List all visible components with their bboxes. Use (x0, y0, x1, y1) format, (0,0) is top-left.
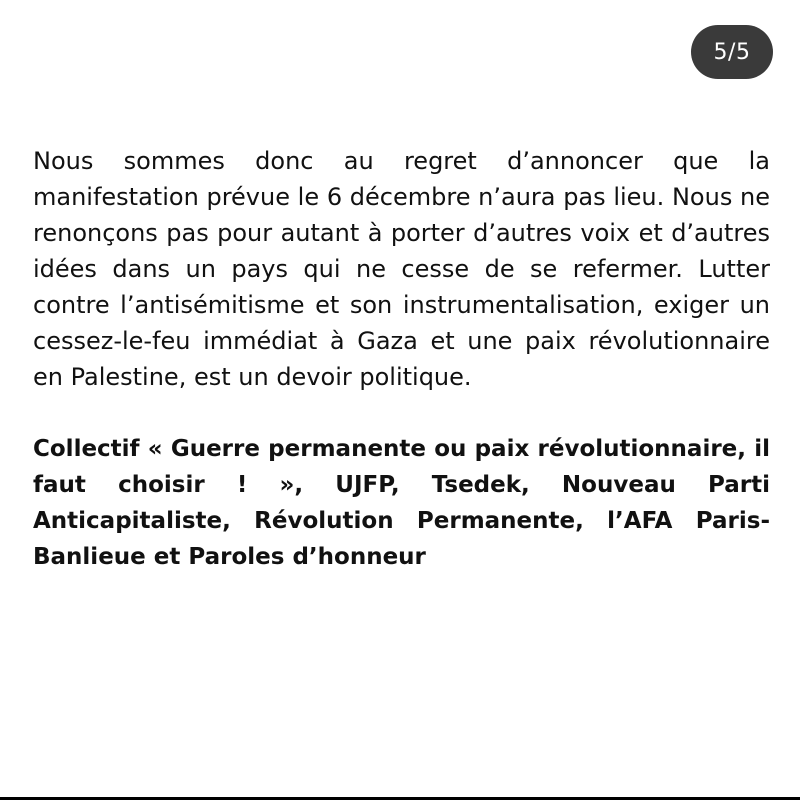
signatories: Collectif « Guerre permanente ou paix révolutionnaire, il faut choisir ! », UJFP, Tsedek, Nouveau Parti Anticapitaliste, Révolution Permanente, l’AFA Paris-Banlieue et Paroles d’honneur (33, 436, 770, 570)
page-counter-text: 5/5 (713, 39, 751, 65)
slide-content (33, 143, 770, 575)
page-counter-badge (691, 25, 773, 79)
body-paragraph: Nous sommes donc au regret d’annoncer que la manifestation prévue le 6 décembre n’aura pas lieu. Nous ne renonçons pas pour autant à porter d’autres voix et d’autres idées dans un pays qui ne cesse de se refermer. Lutter contre l’antisémitisme et son instrumentalisation, exiger un cessez-le-feu immédiat à Gaza et une paix révolutionnaire en Palestine, est un devoir politique. (33, 147, 770, 391)
